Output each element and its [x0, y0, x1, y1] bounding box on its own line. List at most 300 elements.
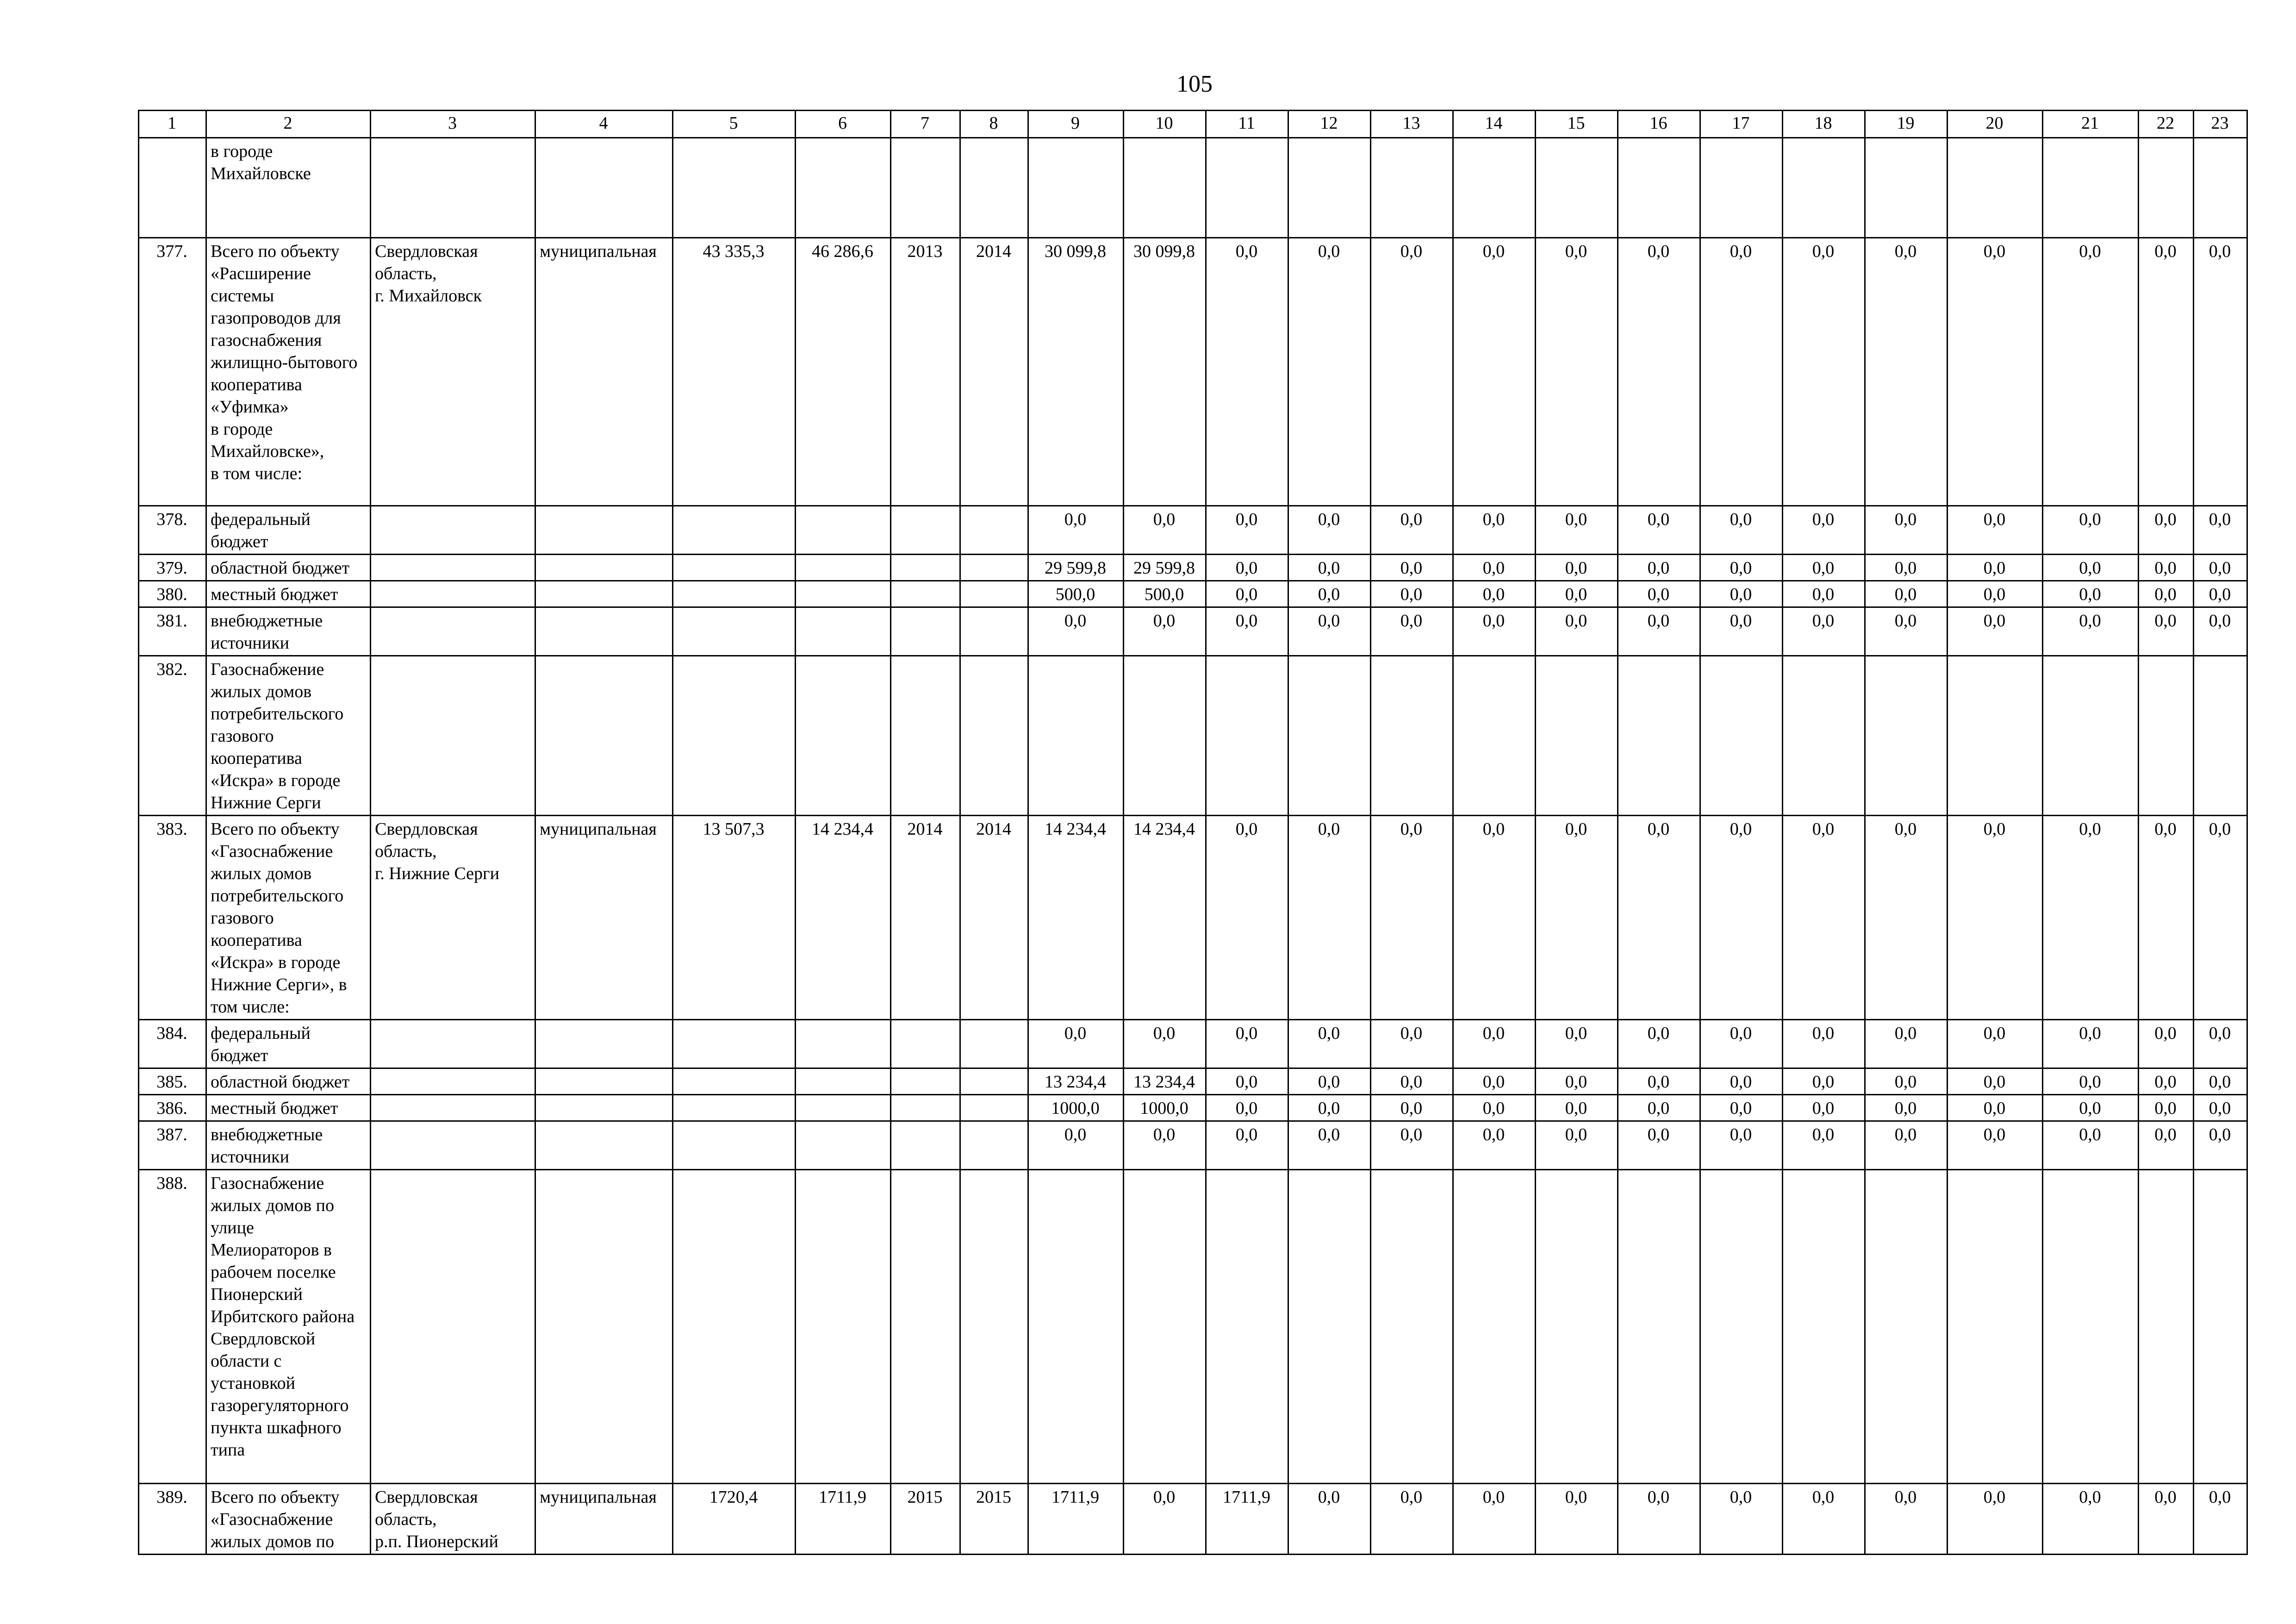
- table-cell: [960, 656, 1028, 816]
- table-cell: в городе Михайловске: [206, 138, 371, 238]
- table-cell: 0,0: [1453, 506, 1536, 555]
- table-cell: 0,0: [1618, 581, 1700, 607]
- table-cell: 378.: [139, 506, 206, 555]
- column-number-cell: 17: [1700, 111, 1783, 138]
- table-cell: 0,0: [1948, 1121, 2043, 1170]
- table-cell: 386.: [139, 1095, 206, 1121]
- table-cell: 0,0: [2139, 1121, 2194, 1170]
- table-cell: 387.: [139, 1121, 206, 1170]
- table-cell: [796, 656, 891, 816]
- table-cell: [891, 581, 960, 607]
- table-cell: 0,0: [1288, 506, 1371, 555]
- table-cell: [1371, 656, 1453, 816]
- table-cell: [891, 607, 960, 656]
- table-cell: Газоснабжение жилых домов потребительского газового кооператива «Искра» в городе Нижние Серги: [206, 656, 371, 816]
- table-cell: [535, 581, 673, 607]
- table-cell: Всего по объекту «Газоснабжение жилых домов потребительского газового кооператива «Искра» в городе Нижние Серги», в том числе:: [206, 816, 371, 1020]
- table-cell: 0,0: [1948, 1068, 2043, 1095]
- table-cell: [371, 1068, 535, 1095]
- table-cell: [960, 607, 1028, 656]
- table-cell: [1618, 656, 1700, 816]
- table-cell: 0,0: [2043, 581, 2139, 607]
- table-cell: [1865, 1170, 1948, 1484]
- table-cell: [1453, 656, 1536, 816]
- table-cell: 43 335,3: [673, 238, 796, 506]
- table-cell: [796, 1121, 891, 1170]
- table-cell: [1536, 656, 1618, 816]
- table-cell: [2194, 138, 2247, 238]
- table-cell: 0,0: [1453, 555, 1536, 581]
- table-cell: [673, 138, 796, 238]
- table-cell: [2139, 1170, 2194, 1484]
- table-cell: [891, 1170, 960, 1484]
- column-number-cell: 5: [673, 111, 796, 138]
- table-cell: внебюджетные источники: [206, 1121, 371, 1170]
- table-cell: [891, 506, 960, 555]
- table-cell: [673, 1020, 796, 1068]
- table-cell: [2043, 1170, 2139, 1484]
- table-cell: 0,0: [1453, 581, 1536, 607]
- table-cell: 0,0: [1783, 1068, 1865, 1095]
- table-cell: Всего по объекту «Газоснабжение жилых домов по: [206, 1484, 371, 1555]
- table-cell: [371, 555, 535, 581]
- table-cell: [1618, 138, 1700, 238]
- column-number-cell: 8: [960, 111, 1028, 138]
- table-cell: [1371, 1170, 1453, 1484]
- table-cell: 0,0: [2139, 238, 2194, 506]
- table-cell: 383.: [139, 816, 206, 1020]
- column-number-cell: 3: [371, 111, 535, 138]
- table-cell: 500,0: [1028, 581, 1124, 607]
- table-cell: 0,0: [1124, 1484, 1206, 1555]
- table-cell: [535, 607, 673, 656]
- table-cell: 0,0: [1865, 1484, 1948, 1555]
- table-cell: 0,0: [1206, 1095, 1288, 1121]
- table-cell: [371, 1095, 535, 1121]
- table-row: [139, 607, 2247, 656]
- table-cell: 0,0: [1948, 1095, 2043, 1121]
- table-cell: 0,0: [1371, 238, 1453, 506]
- table-cell: 0,0: [1948, 238, 2043, 506]
- table-cell: 0,0: [2194, 1095, 2247, 1121]
- table-cell: 0,0: [1948, 1020, 2043, 1068]
- table-cell: [796, 1170, 891, 1484]
- table-cell: 0,0: [1865, 555, 1948, 581]
- table-cell: [796, 506, 891, 555]
- table-cell: 389.: [139, 1484, 206, 1555]
- table-cell: 0,0: [1453, 238, 1536, 506]
- table-cell: 0,0: [2194, 506, 2247, 555]
- table-cell: 0,0: [2043, 1121, 2139, 1170]
- table-cell: 500,0: [1124, 581, 1206, 607]
- table-cell: 0,0: [1783, 1121, 1865, 1170]
- table-cell: 0,0: [1948, 1484, 2043, 1555]
- table-cell: 0,0: [2194, 581, 2247, 607]
- column-number-cell: 22: [2139, 111, 2194, 138]
- column-number-cell: 7: [891, 111, 960, 138]
- table-cell: [1618, 1170, 1700, 1484]
- table-row: [139, 1170, 2247, 1484]
- table-row: [139, 555, 2247, 581]
- table-cell: [1206, 656, 1288, 816]
- table-cell: 0,0: [1028, 1020, 1124, 1068]
- table-cell: [1288, 138, 1371, 238]
- table-cell: [1948, 1170, 2043, 1484]
- table-cell: 0,0: [2139, 555, 2194, 581]
- table-cell: [673, 656, 796, 816]
- table-cell: 0,0: [1371, 1095, 1453, 1121]
- table-cell: [960, 506, 1028, 555]
- table-cell: федеральный бюджет: [206, 506, 371, 555]
- column-number-cell: 9: [1028, 111, 1124, 138]
- table-cell: 379.: [139, 555, 206, 581]
- table-cell: 0,0: [1865, 816, 1948, 1020]
- table-cell: [371, 656, 535, 816]
- table-cell: 1711,9: [796, 1484, 891, 1555]
- table-cell: [371, 1121, 535, 1170]
- table-cell: 0,0: [2043, 1095, 2139, 1121]
- column-number-cell: 21: [2043, 111, 2139, 138]
- table-cell: 0,0: [1536, 607, 1618, 656]
- table-cell: 0,0: [1700, 506, 1783, 555]
- table-cell: 46 286,6: [796, 238, 891, 506]
- table-cell: [1948, 656, 2043, 816]
- table-cell: [2043, 656, 2139, 816]
- table-cell: 0,0: [1783, 1020, 1865, 1068]
- table-cell: 0,0: [2139, 506, 2194, 555]
- table-cell: [796, 1068, 891, 1095]
- table-cell: 0,0: [1453, 1095, 1536, 1121]
- table-cell: 0,0: [1288, 1095, 1371, 1121]
- table-cell: 14 234,4: [796, 816, 891, 1020]
- table-row: [139, 656, 2247, 816]
- table-cell: 0,0: [1700, 1068, 1783, 1095]
- table-cell: 0,0: [1948, 816, 2043, 1020]
- table-cell: [796, 1095, 891, 1121]
- table-row: [139, 138, 2247, 238]
- table-cell: [1206, 1170, 1288, 1484]
- table-cell: 0,0: [1371, 555, 1453, 581]
- table-cell: [673, 607, 796, 656]
- table-cell: [1700, 656, 1783, 816]
- table-cell: 0,0: [2194, 816, 2247, 1020]
- table-cell: 0,0: [1783, 607, 1865, 656]
- column-number-cell: 2: [206, 111, 371, 138]
- table-cell: 0,0: [1536, 506, 1618, 555]
- table-cell: муниципальная: [535, 238, 673, 506]
- table-cell: [673, 1095, 796, 1121]
- table-cell: [2139, 656, 2194, 816]
- table-cell: [535, 1121, 673, 1170]
- table-cell: [891, 555, 960, 581]
- table-cell: 13 234,4: [1028, 1068, 1124, 1095]
- table-cell: [891, 1020, 960, 1068]
- table-cell: 13 507,3: [673, 816, 796, 1020]
- table-cell: 0,0: [1371, 1020, 1453, 1068]
- table-cell: 0,0: [1028, 607, 1124, 656]
- table-cell: [535, 1095, 673, 1121]
- table-cell: [891, 1121, 960, 1170]
- table-cell: [1028, 656, 1124, 816]
- table-cell: 0,0: [1124, 607, 1206, 656]
- table-cell: [1288, 656, 1371, 816]
- table-cell: 0,0: [1948, 581, 2043, 607]
- table-cell: [891, 656, 960, 816]
- table-cell: 377.: [139, 238, 206, 506]
- table-cell: 0,0: [1948, 607, 2043, 656]
- table-cell: 0,0: [1618, 1020, 1700, 1068]
- table-cell: 0,0: [1371, 607, 1453, 656]
- column-number-cell: 10: [1124, 111, 1206, 138]
- table-cell: [673, 1121, 796, 1170]
- table-cell: 2015: [960, 1484, 1028, 1555]
- table-cell: муниципальная: [535, 1484, 673, 1555]
- column-number-cell: 15: [1536, 111, 1618, 138]
- table-cell: 2014: [960, 816, 1028, 1020]
- table-cell: [1288, 1170, 1371, 1484]
- table-cell: [960, 1121, 1028, 1170]
- table-cell: 0,0: [1700, 238, 1783, 506]
- table-cell: [891, 138, 960, 238]
- table-cell: [891, 1095, 960, 1121]
- table-cell: 30 099,8: [1028, 238, 1124, 506]
- table-cell: [1948, 138, 2043, 238]
- budget-table: [138, 110, 2248, 1555]
- table-cell: 0,0: [2194, 1121, 2247, 1170]
- table-cell: 0,0: [1206, 506, 1288, 555]
- table-cell: [1124, 138, 1206, 238]
- table-cell: областной бюджет: [206, 555, 371, 581]
- table-cell: [1371, 138, 1453, 238]
- table-cell: 0,0: [1948, 506, 2043, 555]
- column-number-row: [139, 111, 2247, 138]
- table-cell: 0,0: [1371, 506, 1453, 555]
- table-cell: 0,0: [2194, 607, 2247, 656]
- table-cell: [960, 1170, 1028, 1484]
- table-cell: [535, 1068, 673, 1095]
- table-cell: 0,0: [2139, 1068, 2194, 1095]
- table-cell: [2043, 138, 2139, 238]
- table-cell: 0,0: [2139, 816, 2194, 1020]
- table-cell: 0,0: [1700, 1095, 1783, 1121]
- table-cell: 0,0: [2043, 238, 2139, 506]
- table-cell: местный бюджет: [206, 581, 371, 607]
- column-number-cell: 12: [1288, 111, 1371, 138]
- table-cell: 0,0: [1700, 1484, 1783, 1555]
- table-row: [139, 1095, 2247, 1121]
- table-cell: Свердловская область, р.п. Пионерский: [371, 1484, 535, 1555]
- table-cell: 0,0: [2043, 1020, 2139, 1068]
- table-cell: 0,0: [2139, 1484, 2194, 1555]
- table-cell: 0,0: [1700, 1121, 1783, 1170]
- table-cell: внебюджетные источники: [206, 607, 371, 656]
- table-cell: 0,0: [1700, 816, 1783, 1020]
- table-cell: 0,0: [2043, 1484, 2139, 1555]
- table-cell: 0,0: [1536, 1484, 1618, 1555]
- table-cell: [1700, 1170, 1783, 1484]
- column-number-cell: 13: [1371, 111, 1453, 138]
- table-cell: муниципальная: [535, 816, 673, 1020]
- table-cell: местный бюджет: [206, 1095, 371, 1121]
- table-cell: 0,0: [2194, 1484, 2247, 1555]
- table-cell: 0,0: [2139, 581, 2194, 607]
- table-cell: 1000,0: [1028, 1095, 1124, 1121]
- table-cell: [960, 555, 1028, 581]
- table-cell: 0,0: [1536, 555, 1618, 581]
- column-number-cell: 20: [1948, 111, 2043, 138]
- table-row: [139, 816, 2247, 1020]
- table-cell: [673, 506, 796, 555]
- table-cell: [796, 555, 891, 581]
- table-cell: [371, 138, 535, 238]
- table-cell: 0,0: [1288, 1121, 1371, 1170]
- table-cell: 1711,9: [1028, 1484, 1124, 1555]
- table-cell: 381.: [139, 607, 206, 656]
- table-cell: 0,0: [1865, 1020, 1948, 1068]
- table-cell: [960, 1095, 1028, 1121]
- table-cell: [1536, 1170, 1618, 1484]
- table-cell: 0,0: [1288, 581, 1371, 607]
- table-cell: 0,0: [1206, 555, 1288, 581]
- table-cell: 0,0: [1865, 1121, 1948, 1170]
- table-cell: [1865, 138, 1948, 238]
- table-cell: 0,0: [2194, 555, 2247, 581]
- table-cell: 0,0: [2043, 816, 2139, 1020]
- table-cell: 0,0: [2043, 555, 2139, 581]
- column-number-cell: 16: [1618, 111, 1700, 138]
- table-cell: [673, 581, 796, 607]
- table-cell: 0,0: [2043, 506, 2139, 555]
- table-cell: 0,0: [1865, 581, 1948, 607]
- table-cell: [535, 1020, 673, 1068]
- table-cell: 0,0: [1783, 555, 1865, 581]
- table-cell: [2194, 656, 2247, 816]
- table-cell: [1124, 656, 1206, 816]
- table-cell: 13 234,4: [1124, 1068, 1206, 1095]
- table-cell: 14 234,4: [1028, 816, 1124, 1020]
- table-cell: [535, 1170, 673, 1484]
- column-number-cell: 11: [1206, 111, 1288, 138]
- table-cell: 0,0: [1618, 555, 1700, 581]
- table-cell: 30 099,8: [1124, 238, 1206, 506]
- table-cell: 0,0: [2043, 1068, 2139, 1095]
- table-cell: 0,0: [1618, 1095, 1700, 1121]
- table-row: [139, 506, 2247, 555]
- table-cell: 0,0: [1453, 607, 1536, 656]
- table-cell: 0,0: [1618, 1068, 1700, 1095]
- table-cell: [1865, 656, 1948, 816]
- table-cell: 0,0: [1288, 555, 1371, 581]
- table-cell: [2139, 138, 2194, 238]
- table-cell: 1720,4: [673, 1484, 796, 1555]
- table-cell: 0,0: [1028, 1121, 1124, 1170]
- table-cell: [2194, 1170, 2247, 1484]
- table-cell: 0,0: [1536, 1068, 1618, 1095]
- table-cell: 29 599,8: [1028, 555, 1124, 581]
- table-cell: 0,0: [1618, 1121, 1700, 1170]
- table-cell: 0,0: [1288, 607, 1371, 656]
- table-cell: 0,0: [1536, 581, 1618, 607]
- table-cell: 0,0: [1206, 581, 1288, 607]
- table-cell: Газоснабжение жилых домов по улице Мелиораторов в рабочем поселке Пионерский Ирбитского района Свердловской области с установкой газорегуляторного пункта шкафного типа: [206, 1170, 371, 1484]
- table-cell: Свердловская область, г. Михайловск: [371, 238, 535, 506]
- table-cell: 0,0: [1618, 506, 1700, 555]
- table-cell: 0,0: [1865, 607, 1948, 656]
- table-cell: 0,0: [1783, 506, 1865, 555]
- table-cell: Свердловская область, г. Нижние Серги: [371, 816, 535, 1020]
- table-cell: 0,0: [1371, 1068, 1453, 1095]
- table-cell: [1124, 1170, 1206, 1484]
- column-number-cell: 14: [1453, 111, 1536, 138]
- table-cell: 0,0: [1618, 1484, 1700, 1555]
- table-cell: 0,0: [1453, 816, 1536, 1020]
- table-cell: [673, 1068, 796, 1095]
- table-cell: [371, 581, 535, 607]
- table-cell: 0,0: [1948, 555, 2043, 581]
- table-cell: 0,0: [2139, 1095, 2194, 1121]
- table-cell: [535, 138, 673, 238]
- page-number: 105: [1176, 71, 1213, 97]
- table-cell: 0,0: [1288, 238, 1371, 506]
- table-row: [139, 581, 2247, 607]
- table-cell: 388.: [139, 1170, 206, 1484]
- table-cell: [535, 506, 673, 555]
- column-number-cell: 6: [796, 111, 891, 138]
- table-cell: [1453, 1170, 1536, 1484]
- table-cell: 380.: [139, 581, 206, 607]
- table-cell: 2015: [891, 1484, 960, 1555]
- table-cell: [371, 506, 535, 555]
- table-cell: [960, 1068, 1028, 1095]
- table-cell: 0,0: [1288, 1068, 1371, 1095]
- table-cell: [1783, 1170, 1865, 1484]
- table-cell: 0,0: [1783, 1484, 1865, 1555]
- table-cell: 0,0: [1288, 1484, 1371, 1555]
- table-cell: [1453, 138, 1536, 238]
- table-cell: 0,0: [1536, 1095, 1618, 1121]
- table-cell: 382.: [139, 656, 206, 816]
- table-row: [139, 1068, 2247, 1095]
- table-cell: [796, 607, 891, 656]
- table-cell: 0,0: [1865, 506, 1948, 555]
- table-cell: 0,0: [1124, 1020, 1206, 1068]
- table-row: [139, 1484, 2247, 1555]
- table-cell: 0,0: [1453, 1020, 1536, 1068]
- table-cell: [1783, 138, 1865, 238]
- table-cell: [796, 581, 891, 607]
- table-cell: [960, 138, 1028, 238]
- table-cell: 0,0: [1536, 1020, 1618, 1068]
- table-cell: 0,0: [1371, 581, 1453, 607]
- table-cell: 0,0: [1700, 555, 1783, 581]
- column-number-cell: 18: [1783, 111, 1865, 138]
- table-cell: [535, 656, 673, 816]
- table-cell: 0,0: [1618, 607, 1700, 656]
- table-cell: 0,0: [1028, 506, 1124, 555]
- table-cell: [371, 1170, 535, 1484]
- table-cell: [1783, 656, 1865, 816]
- table-cell: 0,0: [1206, 607, 1288, 656]
- table-row: [139, 1020, 2247, 1068]
- table-cell: 0,0: [1453, 1121, 1536, 1170]
- table-cell: 0,0: [1783, 238, 1865, 506]
- table-cell: 2014: [960, 238, 1028, 506]
- table-cell: 0,0: [1536, 816, 1618, 1020]
- table-cell: 0,0: [1865, 238, 1948, 506]
- table-cell: 0,0: [1865, 1068, 1948, 1095]
- table-cell: 29 599,8: [1124, 555, 1206, 581]
- table-cell: 0,0: [1206, 1020, 1288, 1068]
